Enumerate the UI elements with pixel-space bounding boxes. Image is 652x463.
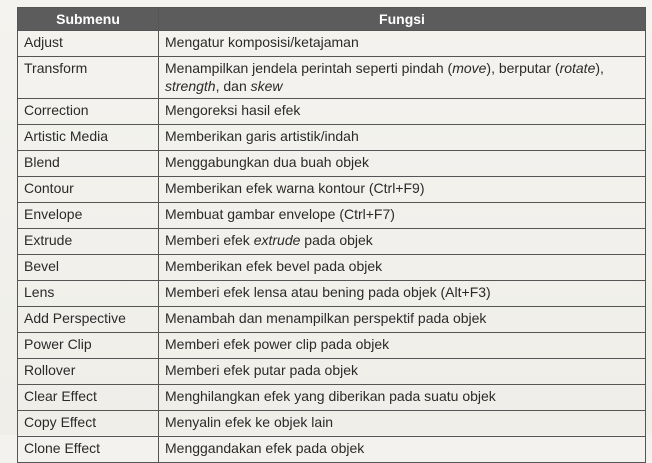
table-row xyxy=(18,31,646,57)
text-segment: ), berputar ( xyxy=(486,60,560,76)
submenu-cell: Correction xyxy=(18,99,159,125)
fungsi-cell xyxy=(159,359,646,385)
text-segment: Memberikan efek bevel pada objek xyxy=(165,258,383,274)
fungsi-cell xyxy=(159,31,646,57)
submenu-cell: Transform xyxy=(18,57,159,99)
table-row xyxy=(18,307,646,333)
text-segment: Menghilangkan efek yang diberikan pada suatu objek xyxy=(165,388,496,404)
table-header-row xyxy=(18,8,646,31)
submenu-cell: Clone Effect xyxy=(18,437,159,463)
fungsi-cell xyxy=(159,203,646,229)
fungsi-cell xyxy=(159,57,646,99)
header-submenu: Submenu xyxy=(18,8,159,31)
table-row xyxy=(18,203,646,229)
text-segment: Mengatur komposisi/ketajaman xyxy=(165,34,359,50)
table-row xyxy=(18,99,646,125)
fungsi-cell xyxy=(159,151,646,177)
submenu-table xyxy=(17,7,646,463)
submenu-cell: Lens xyxy=(18,281,159,307)
italic-term: rotate xyxy=(559,60,596,76)
table-row xyxy=(18,57,646,99)
table-row xyxy=(18,385,646,411)
fungsi-cell xyxy=(159,437,646,463)
text-segment: ), xyxy=(595,60,604,76)
text-segment: Menggandakan efek pada objek xyxy=(165,440,365,456)
submenu-cell: Add Perspective xyxy=(18,307,159,333)
fungsi-cell xyxy=(159,177,646,203)
submenu-cell: Rollover xyxy=(18,359,159,385)
fungsi-cell xyxy=(159,307,646,333)
table-row xyxy=(18,229,646,255)
submenu-cell: Copy Effect xyxy=(18,411,159,437)
text-segment: Menyalin efek ke objek lain xyxy=(165,414,334,430)
submenu-cell: Power Clip xyxy=(18,333,159,359)
submenu-cell: Bevel xyxy=(18,255,159,281)
submenu-cell: Artistic Media xyxy=(18,125,159,151)
text-segment: pada objek xyxy=(300,232,373,248)
text-segment: Memberi efek lensa atau bening pada objek (Alt+F3) xyxy=(165,284,491,300)
fungsi-cell xyxy=(159,333,646,359)
submenu-cell: Adjust xyxy=(18,31,159,57)
text-segment: Memberikan garis artistik/indah xyxy=(165,128,359,144)
fungsi-cell xyxy=(159,281,646,307)
fungsi-cell xyxy=(159,255,646,281)
table-row xyxy=(18,151,646,177)
text-segment: Memberi efek putar pada objek xyxy=(165,362,358,378)
table-row xyxy=(18,359,646,385)
text-segment: Memberi efek power clip pada objek xyxy=(165,336,390,352)
fungsi-cell xyxy=(159,229,646,255)
submenu-cell: Clear Effect xyxy=(18,385,159,411)
submenu-cell: Extrude xyxy=(18,229,159,255)
italic-term: extrude xyxy=(253,232,301,248)
table-row xyxy=(18,177,646,203)
table-row xyxy=(18,255,646,281)
text-segment: Menggabungkan dua buah objek xyxy=(165,154,369,170)
table-row xyxy=(18,333,646,359)
text-segment: Menambah dan menampilkan perspektif pada objek xyxy=(165,310,487,326)
table-body xyxy=(18,31,646,463)
submenu-cell: Contour xyxy=(18,177,159,203)
text-segment: Membuat gambar envelope (Ctrl+F7) xyxy=(165,206,395,222)
fungsi-cell xyxy=(159,125,646,151)
submenu-cell: Blend xyxy=(18,151,159,177)
italic-term: move xyxy=(452,60,487,76)
fungsi-cell xyxy=(159,411,646,437)
table-row xyxy=(18,411,646,437)
submenu-cell: Envelope xyxy=(18,203,159,229)
header-fungsi: Fungsi xyxy=(159,8,646,31)
text-segment: Mengoreksi hasil efek xyxy=(165,102,301,118)
fungsi-cell xyxy=(159,99,646,125)
text-segment: Menampilkan jendela perintah seperti pindah ( xyxy=(165,60,453,76)
table-row xyxy=(18,437,646,463)
table-row xyxy=(18,125,646,151)
table-row xyxy=(18,281,646,307)
text-segment: Memberi efek xyxy=(165,232,254,248)
fungsi-cell xyxy=(159,385,646,411)
text-segment: Memberikan efek warna kontour (Ctrl+F9) xyxy=(165,180,425,196)
italic-term: strength xyxy=(165,78,216,94)
italic-term: skew xyxy=(250,78,283,94)
text-segment: , dan xyxy=(215,78,251,94)
